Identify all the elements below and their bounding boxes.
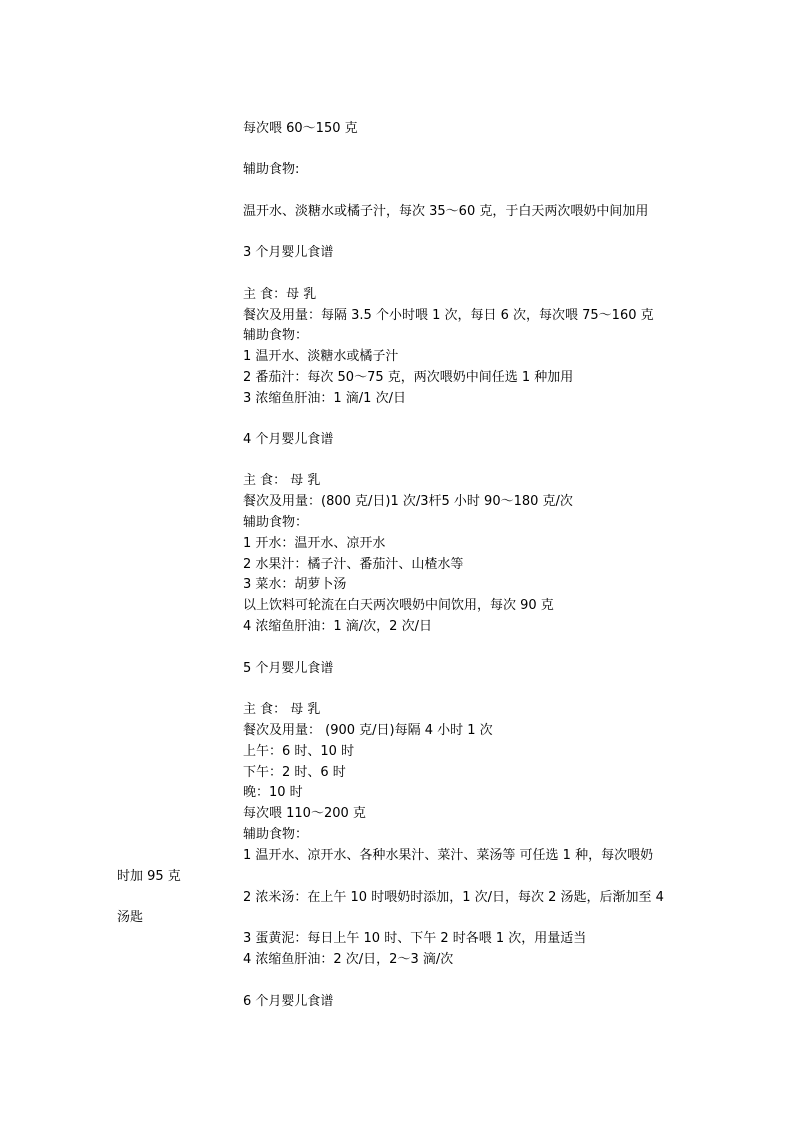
text-line: 每次喂 60～150 克 [243,121,358,136]
text-line: 3 浓缩鱼肝油：1 滴/1 次/日 [243,391,406,406]
text-line: 餐次及用量： (900 克/日)每隔 4 小时 1 次 [243,723,493,738]
text-line: 主 食：母 乳 [243,287,317,302]
text-line: 温开水、淡糖水或橘子汁，每次 35～60 克，于白天两次喂奶中间加用 [243,204,649,219]
text-line: 2 水果汁：橘子汁、番茄汁、山楂水等 [243,557,464,572]
text-line: 4 浓缩鱼肝油：1 滴/次，2 次/日 [243,619,432,634]
text-line: 餐次及用量：(800 克/日)1 次/3杆5 小时 90～180 克/次 [243,494,573,509]
text-line-continuation: 时加 95 克 [117,869,181,884]
text-line: 4 浓缩鱼肝油：2 次/日，2～3 滴/次 [243,952,454,967]
text-line: 以上饮料可轮流在白天两次喂奶中间饮用，每次 90 克 [243,598,554,613]
text-line: 1 温开水、淡糖水或橘子汁 [243,349,399,364]
section-heading: 6 个月婴儿食谱 [243,994,334,1009]
text-line: 餐次及用量：每隔 3.5 个小时喂 1 次，每日 6 次，每次喂 75～160 克 [243,308,654,323]
text-line: 辅助食物： [243,328,309,343]
text-line: 3 菜水：胡萝卜汤 [243,577,347,592]
text-line: 辅助食物： [243,515,309,530]
text-line: 辅助食物: [243,162,300,177]
text-line: 晚：10 时 [243,785,303,800]
text-line: 主 食： 母 乳 [243,473,321,488]
text-line: 下午：2 时、6 时 [243,765,346,780]
text-line-continuation: 汤匙 [117,910,144,925]
text-line: 上午：6 时、10 时 [243,744,355,759]
text-line: 3 蛋黄泥：每日上午 10 时、下午 2 时各喂 1 次，用量适当 [243,931,587,946]
section-heading: 4 个月婴儿食谱 [243,432,334,447]
text-line: 辅助食物： [243,827,309,842]
text-line: 每次喂 110～200 克 [243,806,366,821]
text-line: 2 浓米汤：在上午 10 时喂奶时添加，1 次/日，每次 2 汤匙，后渐加至 4 [243,890,664,905]
text-line: 2 番茄汁：每次 50～75 克，两次喂奶中间任选 1 种加用 [243,370,574,385]
section-heading: 3 个月婴儿食谱 [243,245,334,260]
section-heading: 5 个月婴儿食谱 [243,661,334,676]
text-line: 1 温开水、凉开水、各种水果汁、菜汁、菜汤等 可任选 1 种，每次喂奶 [243,848,654,863]
text-line: 主 食： 母 乳 [243,702,321,717]
text-line: 1 开水：温开水、凉开水 [243,536,386,551]
